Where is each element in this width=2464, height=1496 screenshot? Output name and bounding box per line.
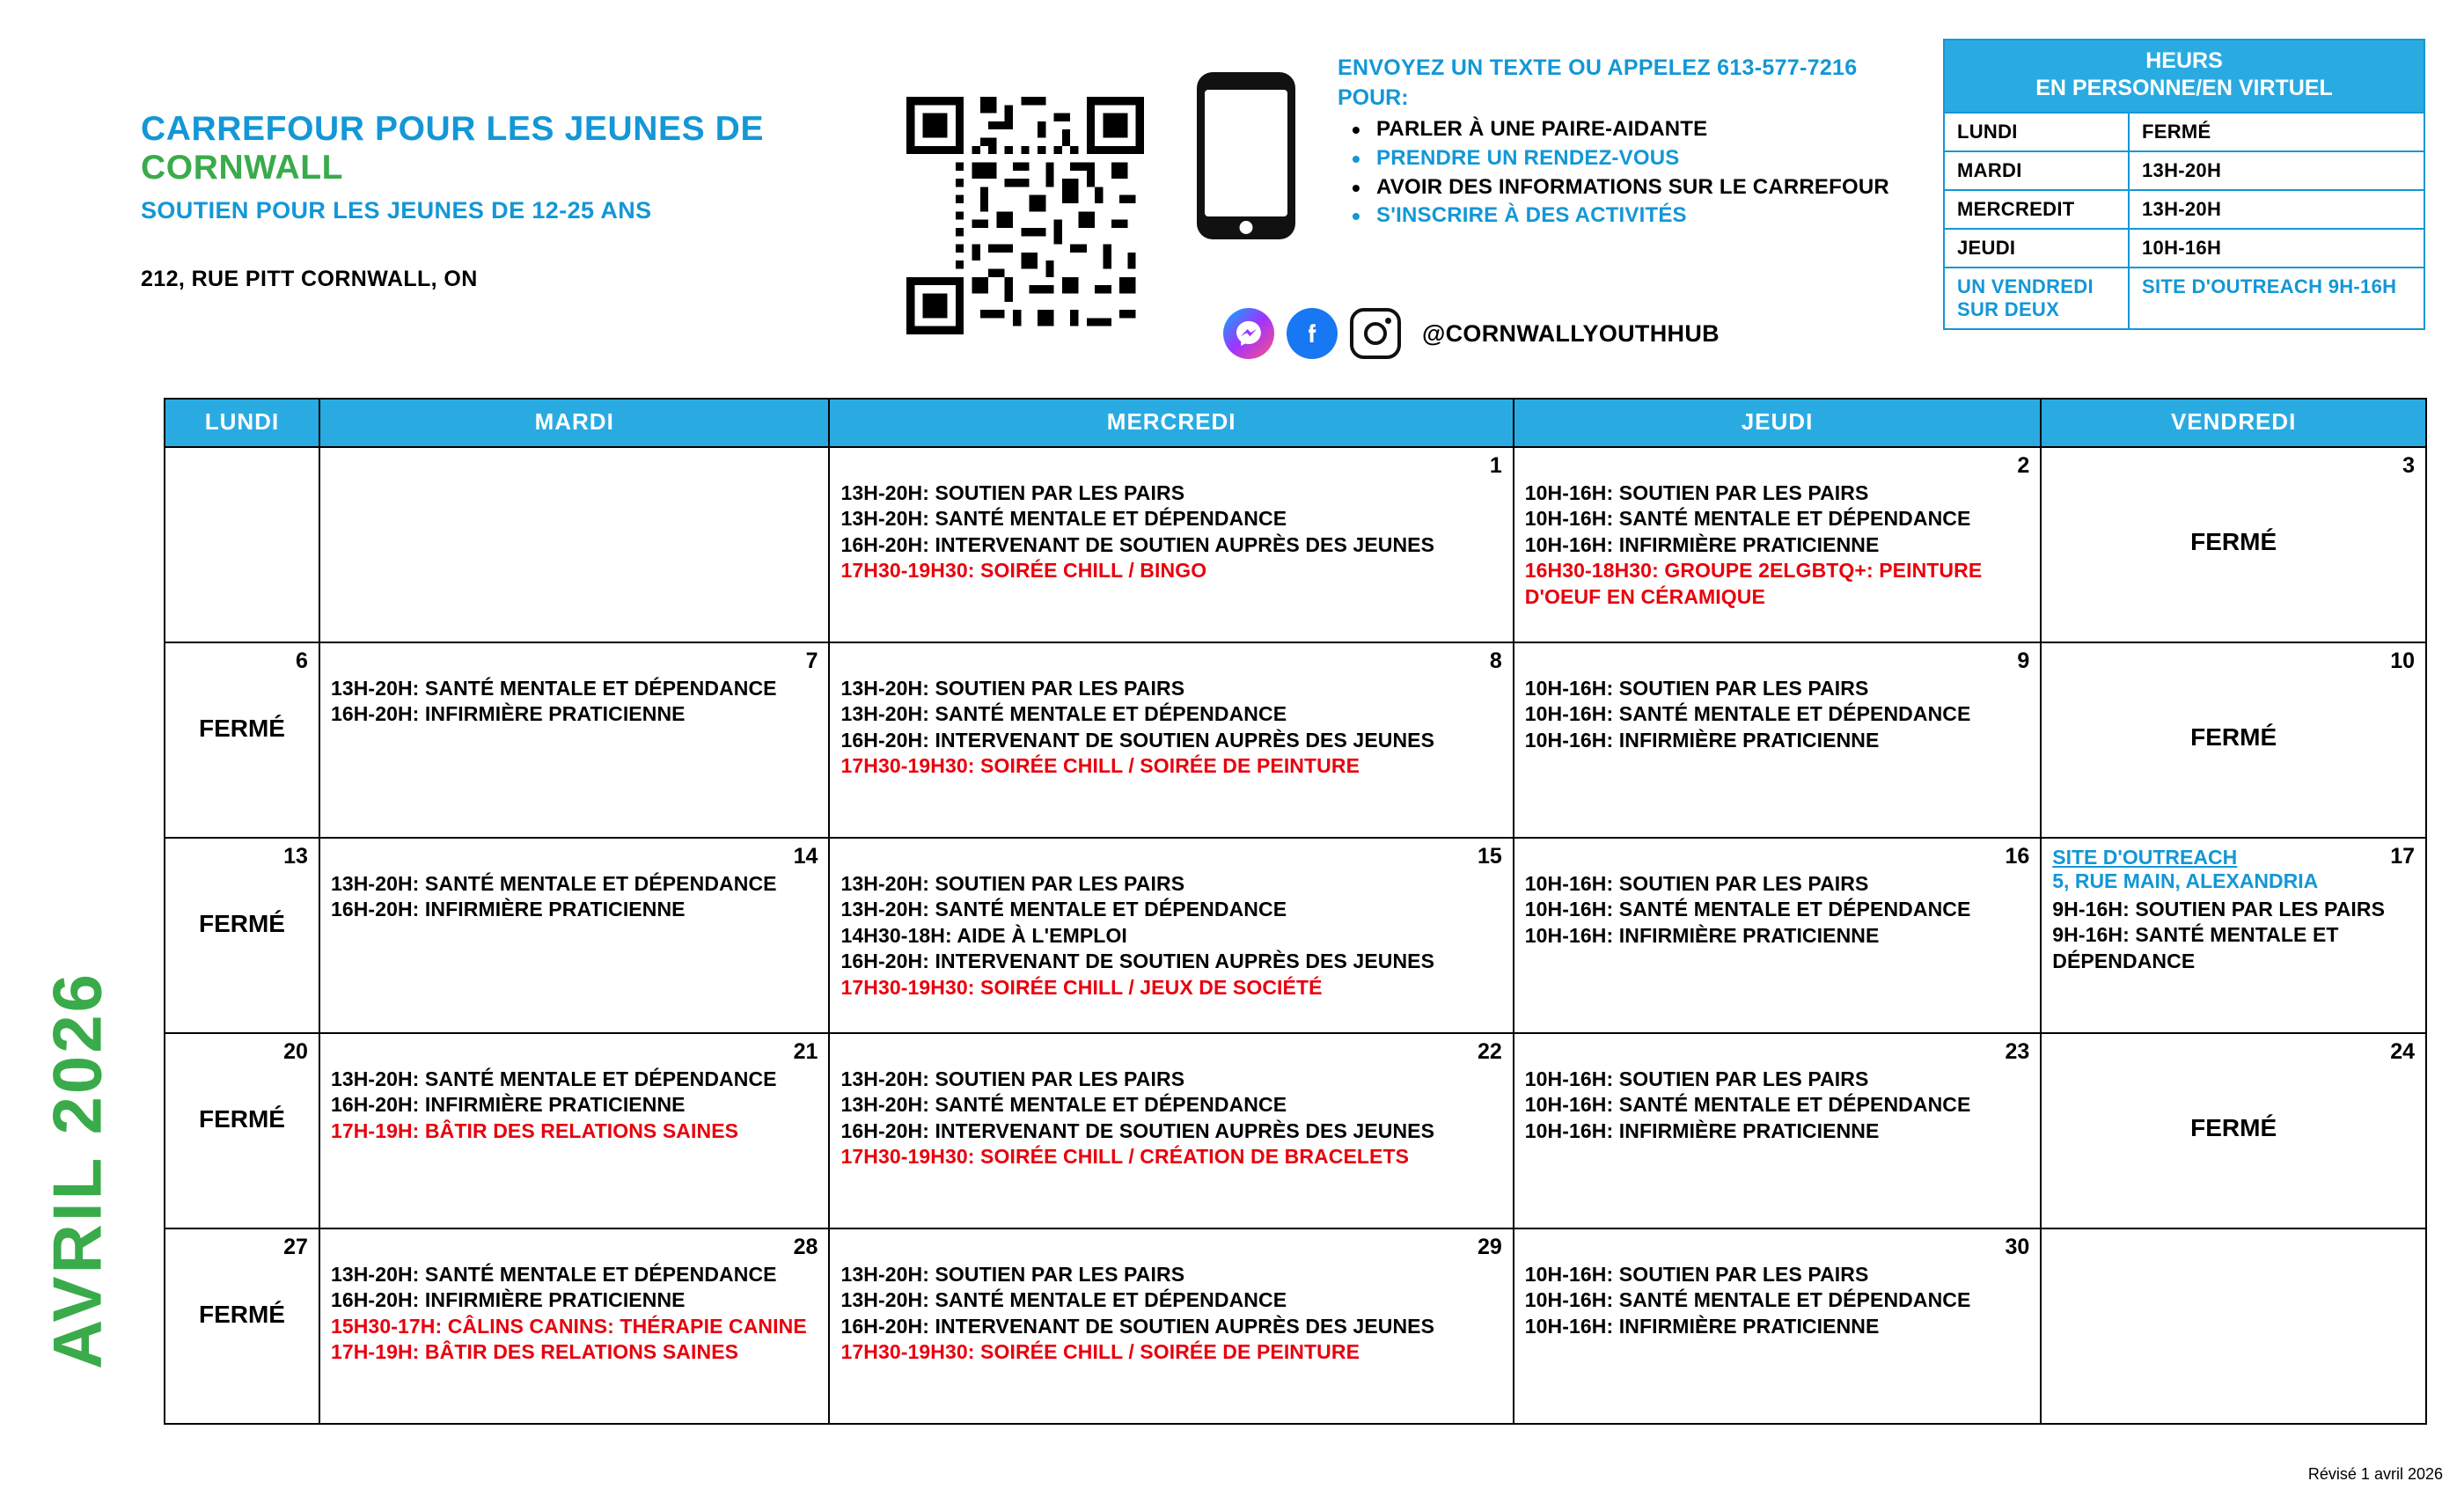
weekday-header-mercredi: MERCREDI	[829, 399, 1513, 447]
event-item: 14H30-18H: AIDE À L'EMPLOI	[840, 923, 1127, 947]
calendar-day-cell[interactable]	[2041, 838, 2426, 1033]
closed-label: FERMÉ	[198, 910, 285, 937]
event-item: 17H30-19H30: SOIRÉE CHILL / SOIRÉE DE PEINTURE	[840, 754, 1360, 778]
day-number: 8	[1489, 649, 1502, 673]
phone-icon	[1197, 72, 1295, 239]
hours-day: MARDI	[1945, 152, 2130, 189]
calendar-day-cell[interactable]	[165, 642, 319, 838]
event-item: 16H-20H: INFIRMIÈRE PRATICIENNE	[330, 702, 686, 726]
contact-pour-label: POUR:	[1338, 85, 1409, 111]
calendar-header-row	[165, 399, 2426, 447]
day-number: 9	[2017, 649, 2030, 673]
event-list	[1525, 871, 2030, 949]
contact-block	[1338, 55, 1971, 231]
outreach-site-title: SITE D'OUTREACH	[2052, 846, 2238, 869]
event-list	[840, 676, 1501, 780]
calendar-week-row	[165, 1033, 2426, 1228]
day-number: 7	[805, 649, 818, 673]
calendar-day-cell[interactable]	[319, 1033, 830, 1228]
event-item: 16H-20H: INTERVENANT DE SOUTIEN AUPRÈS DES JEUNES	[840, 1118, 1435, 1142]
event-item: 10H-16H: SOUTIEN PAR LES PAIRS	[1524, 1263, 1869, 1286]
day-number: 23	[2005, 1039, 2030, 1064]
hours-table	[1943, 39, 2425, 330]
weekday-header-vendredi: VENDREDI	[2041, 399, 2426, 447]
calendar-day-cell[interactable]	[319, 447, 830, 642]
event-item: 16H-20H: INFIRMIÈRE PRATICIENNE	[330, 1288, 686, 1312]
hours-day: UN VENDREDI SUR DEUX	[1945, 268, 2130, 329]
event-list	[2052, 897, 2415, 974]
closed-label: FERMÉ	[2190, 528, 2277, 555]
closed-label: FERMÉ	[2190, 723, 2277, 751]
closed-label: FERMÉ	[198, 715, 285, 742]
event-item: 10H-16H: SOUTIEN PAR LES PAIRS	[1524, 677, 1869, 700]
event-item: 16H-20H: INFIRMIÈRE PRATICIENNE	[330, 1093, 686, 1117]
weekday-header-mardi: MARDI	[319, 399, 830, 447]
calendar-table	[164, 398, 2427, 1425]
day-number: 3	[2402, 453, 2415, 478]
calendar-week-row	[165, 838, 2426, 1033]
day-number: 29	[1477, 1235, 1502, 1259]
hours-value: 10H-16H	[2142, 236, 2222, 259]
event-item: 9H-16H: SOUTIEN PAR LES PAIRS	[2052, 898, 2386, 920]
hours-day: JEUDI	[1945, 230, 2130, 267]
event-list	[1525, 676, 2030, 753]
event-item: 17H30-19H30: SOIRÉE CHILL / CRÉATION DE BRACELETS	[840, 1145, 1410, 1169]
hours-day: LUNDI	[1945, 114, 2130, 150]
org-subtitle: SOUTIEN POUR LES JEUNES DE 12-25 ANS	[141, 197, 652, 224]
hours-heading-line2: EN PERSONNE/EN VIRTUEL	[2035, 76, 2333, 101]
event-list	[840, 1262, 1501, 1366]
event-item: 10H-16H: SOUTIEN PAR LES PAIRS	[1524, 481, 1869, 504]
contact-reasons-list	[1338, 116, 1971, 230]
event-item: 9H-16H: SANTÉ MENTALE ET DÉPENDANCE	[2052, 923, 2339, 972]
event-item: 10H-16H: SANTÉ MENTALE ET DÉPENDANCE	[1524, 1288, 1971, 1312]
closed-label: FERMÉ	[198, 1301, 285, 1328]
table-row	[1945, 267, 2424, 329]
org-title-line2: CORNWALL	[141, 148, 344, 187]
hours-value: 13H-20H	[2142, 197, 2222, 220]
event-item: 16H-20H: INTERVENANT DE SOUTIEN AUPRÈS DES JEUNES	[840, 950, 1435, 973]
closed-label: FERMÉ	[198, 1105, 285, 1133]
event-item: 10H-16H: SOUTIEN PAR LES PAIRS	[1524, 1067, 1869, 1090]
calendar-day-cell[interactable]	[829, 447, 1513, 642]
calendar-day-cell[interactable]	[829, 1033, 1513, 1228]
messenger-icon[interactable]	[1223, 308, 1274, 359]
event-item: 13H-20H: SANTÉ MENTALE ET DÉPENDANCE	[840, 507, 1287, 531]
event-list	[331, 871, 818, 923]
list-item: • AVOIR DES INFORMATIONS SUR LE CARREFOUR	[1338, 174, 1971, 202]
list-item: • PARLER À UNE PAIRE-AIDANTE	[1338, 116, 1971, 143]
event-item: 13H-20H: SOUTIEN PAR LES PAIRS	[840, 677, 1185, 700]
month-label-container	[38, 414, 158, 1434]
event-item: 13H-20H: SANTÉ MENTALE ET DÉPENDANCE	[330, 1067, 777, 1090]
event-item: 10H-16H: INFIRMIÈRE PRATICIENNE	[1524, 728, 1880, 752]
day-number: 14	[793, 844, 818, 869]
calendar-day-cell[interactable]	[165, 1228, 319, 1424]
day-number: 1	[1489, 453, 1502, 478]
event-list	[331, 676, 818, 728]
event-item: 13H-20H: SANTÉ MENTALE ET DÉPENDANCE	[330, 872, 777, 895]
day-number: 15	[1477, 844, 1502, 869]
calendar-day-cell[interactable]	[165, 447, 319, 642]
hours-table-heading	[1945, 40, 2424, 112]
event-item: 16H30-18H30: GROUPE 2ELGBTQ+: PEINTURE D'OEUF EN CÉRAMIQUE	[1524, 559, 1983, 608]
event-item: 10H-16H: INFIRMIÈRE PRATICIENNE	[1524, 1314, 1880, 1338]
event-item: 13H-20H: SANTÉ MENTALE ET DÉPENDANCE	[330, 1263, 777, 1286]
event-item: 13H-20H: SANTÉ MENTALE ET DÉPENDANCE	[330, 677, 777, 700]
calendar-day-cell[interactable]	[2041, 1033, 2426, 1228]
event-item: 13H-20H: SOUTIEN PAR LES PAIRS	[840, 481, 1185, 504]
calendar-day-cell[interactable]	[829, 838, 1513, 1033]
event-list	[840, 871, 1501, 1001]
event-item: 15H30-17H: CÂLINS CANINS: THÉRAPIE CANINE	[330, 1314, 807, 1338]
day-number: 2	[2017, 453, 2030, 478]
event-list	[1525, 1067, 2030, 1144]
day-number: 20	[283, 1039, 308, 1064]
event-item: 13H-20H: SOUTIEN PAR LES PAIRS	[840, 872, 1185, 895]
event-item: 10H-16H: INFIRMIÈRE PRATICIENNE	[1524, 1118, 1880, 1142]
closed-label: FERMÉ	[2190, 1114, 2277, 1141]
event-item: 17H-19H: BÂTIR DES RELATIONS SAINES	[330, 1340, 739, 1364]
hours-day: MERCREDIT	[1945, 191, 2130, 228]
event-item: 13H-20H: SOUTIEN PAR LES PAIRS	[840, 1067, 1185, 1090]
org-title-line1: CARREFOUR POUR LES JEUNES DE	[141, 110, 765, 148]
social-media-row	[1223, 308, 1720, 359]
outreach-site-address: 5, RUE MAIN, ALEXANDRIA	[2052, 869, 2319, 892]
calendar-day-cell[interactable]	[1514, 1228, 2042, 1424]
calendar-week-row	[165, 1228, 2426, 1424]
day-number: 10	[2390, 649, 2415, 673]
calendar-week-row	[165, 642, 2426, 838]
event-item: 10H-16H: INFIRMIÈRE PRATICIENNE	[1524, 532, 1880, 556]
calendar-day-cell[interactable]	[1514, 447, 2042, 642]
calendar-day-cell[interactable]	[829, 1228, 1513, 1424]
event-list	[331, 1067, 818, 1144]
facebook-icon[interactable]	[1287, 308, 1338, 359]
day-number: 27	[283, 1235, 308, 1259]
event-item: 13H-20H: SOUTIEN PAR LES PAIRS	[840, 1263, 1185, 1286]
day-number: 6	[296, 649, 308, 673]
qr-code-icon	[906, 97, 1144, 334]
day-number: 24	[2390, 1039, 2415, 1064]
event-item: 10H-16H: SANTÉ MENTALE ET DÉPENDANCE	[1524, 702, 1971, 726]
calendar-day-cell[interactable]	[1514, 838, 2042, 1033]
event-item: 13H-20H: SANTÉ MENTALE ET DÉPENDANCE	[840, 702, 1287, 726]
hours-heading-line1: HEURS	[2145, 48, 2223, 73]
calendar-day-cell[interactable]	[2041, 447, 2426, 642]
event-item: 16H-20H: INTERVENANT DE SOUTIEN AUPRÈS DES JEUNES	[840, 532, 1435, 556]
event-item: 13H-20H: SANTÉ MENTALE ET DÉPENDANCE	[840, 898, 1287, 921]
event-item: 17H30-19H30: SOIRÉE CHILL / SOIRÉE DE PEINTURE	[840, 1340, 1360, 1364]
event-item: 10H-16H: SANTÉ MENTALE ET DÉPENDANCE	[1524, 898, 1971, 921]
event-item: 17H30-19H30: SOIRÉE CHILL / BINGO	[840, 559, 1207, 583]
event-item: 10H-16H: SANTÉ MENTALE ET DÉPENDANCE	[1524, 1093, 1971, 1117]
table-row	[1945, 189, 2424, 228]
contact-phone-line: ENVOYEZ UN TEXTE OU APPELEZ 613-577-7216	[1338, 55, 1858, 80]
day-number: 17	[2390, 844, 2415, 869]
weekday-header-jeudi: JEUDI	[1514, 399, 2042, 447]
table-row	[1945, 112, 2424, 150]
hours-value: FERMÉ	[2142, 120, 2211, 143]
event-item: 16H-20H: INTERVENANT DE SOUTIEN AUPRÈS DES JEUNES	[840, 728, 1435, 752]
event-list	[1525, 1262, 2030, 1339]
day-number: 13	[283, 844, 308, 869]
revised-date: Révisé 1 avril 2026	[2307, 1465, 2443, 1483]
calendar-week-row	[165, 447, 2426, 642]
org-address: 212, RUE PITT CORNWALL, ON	[141, 267, 478, 292]
event-list	[840, 1067, 1501, 1170]
event-item: 13H-20H: SANTÉ MENTALE ET DÉPENDANCE	[840, 1288, 1287, 1312]
day-number: 22	[1477, 1039, 1502, 1064]
table-row	[1945, 150, 2424, 189]
calendar-day-cell[interactable]	[319, 838, 830, 1033]
table-row	[1945, 228, 2424, 267]
calendar-day-cell[interactable]	[165, 1033, 319, 1228]
event-item: 10H-16H: SANTÉ MENTALE ET DÉPENDANCE	[1524, 507, 1971, 531]
calendar-day-cell[interactable]	[1514, 1033, 2042, 1228]
event-item: 10H-16H: INFIRMIÈRE PRATICIENNE	[1524, 923, 1880, 947]
poster-header	[0, 0, 2464, 398]
event-item: 16H-20H: INFIRMIÈRE PRATICIENNE	[330, 898, 686, 921]
social-handle: @CORNWALLYOUTHHUB	[1422, 319, 1720, 347]
event-item: 13H-20H: SANTÉ MENTALE ET DÉPENDANCE	[840, 1093, 1287, 1117]
list-item: • PRENDRE UN RENDEZ-VOUS	[1338, 145, 1971, 172]
calendar-day-cell[interactable]	[165, 838, 319, 1033]
day-number: 16	[2005, 844, 2030, 869]
event-list	[1525, 480, 2030, 610]
day-number: 30	[2005, 1235, 2030, 1259]
event-list	[331, 1262, 818, 1366]
calendar-day-cell[interactable]	[1514, 642, 2042, 838]
month-label: AVRIL 2026	[38, 972, 116, 1369]
calendar-day-cell[interactable]	[319, 642, 830, 838]
list-item: • S'INSCRIRE À DES ACTIVITÉS	[1338, 202, 1971, 230]
event-item: 17H-19H: BÂTIR DES RELATIONS SAINES	[330, 1118, 739, 1142]
event-item: 16H-20H: INTERVENANT DE SOUTIEN AUPRÈS DES JEUNES	[840, 1314, 1435, 1338]
instagram-icon[interactable]	[1350, 308, 1401, 359]
hours-value: 13H-20H	[2142, 158, 2222, 181]
calendar-day-cell[interactable]	[829, 642, 1513, 838]
hours-value: SITE D'OUTREACH 9H-16H	[2142, 275, 2397, 297]
calendar-body	[165, 447, 2426, 1424]
calendar-day-cell[interactable]	[2041, 642, 2426, 838]
day-number: 28	[793, 1235, 818, 1259]
organization-title	[141, 110, 871, 292]
weekday-header-lundi: LUNDI	[165, 399, 319, 447]
calendar-day-cell[interactable]	[319, 1228, 830, 1424]
calendar-day-cell[interactable]	[2041, 1228, 2426, 1424]
event-item: 17H30-19H30: SOIRÉE CHILL / JEUX DE SOCIÉTÉ	[840, 975, 1323, 999]
day-number: 21	[793, 1039, 818, 1064]
event-item: 10H-16H: SOUTIEN PAR LES PAIRS	[1524, 872, 1869, 895]
event-list	[840, 480, 1501, 584]
